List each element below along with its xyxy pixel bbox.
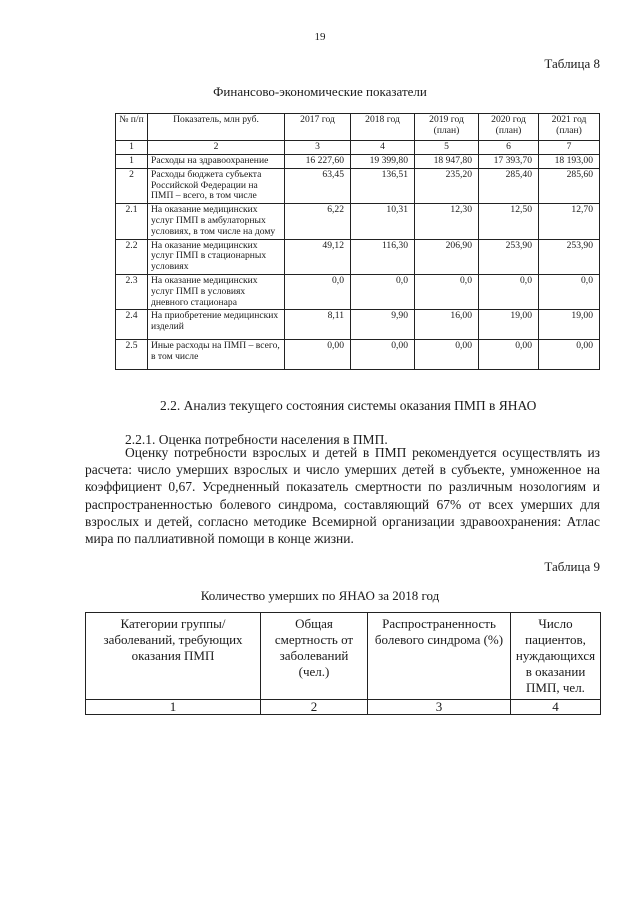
index-cell: 5 <box>415 141 479 155</box>
table-row <box>116 340 600 370</box>
value-cell: 235,20 <box>415 168 479 203</box>
value-cell: 285,60 <box>539 168 600 203</box>
value-cell: 0,00 <box>415 340 479 370</box>
table-row <box>116 204 600 239</box>
value-cell: 19,00 <box>539 310 600 340</box>
section-heading: 2.2. Анализ текущего состояния системы оказания ПМП в ЯНАО <box>160 398 537 413</box>
value-cell: 136,51 <box>351 168 415 203</box>
index-cell: 4 <box>511 700 601 715</box>
row-number: 2.3 <box>116 274 148 309</box>
body-paragraph: Оценку потребности взрослых и детей в ПМП рекомендуется осуществлять из расчета: число умерших взрослых и число умерших детей в субъекте, умноженное на коэффициент 0,67. Усредненный показатель смертности по различным нозологиям и распространенностью болевого синдрома, составляющий 67% от всех умерших для взрослых и детей, согласно методике Всемирной организации здравоохранения: Атлас мира по паллиативной помощи в конце жизни. <box>85 445 600 547</box>
value-cell: 0,0 <box>539 274 600 309</box>
value-cell: 63,45 <box>285 168 351 203</box>
header-cell: Показатель, млн руб. <box>148 114 285 141</box>
index-cell: 3 <box>285 141 351 155</box>
header-cell: 2020 год (план) <box>479 114 539 141</box>
header-cell: Число пациентов, нуждающихся в оказании ПМП, чел. <box>511 613 601 700</box>
index-cell: 6 <box>479 141 539 155</box>
index-cell: 1 <box>116 141 148 155</box>
value-cell: 285,40 <box>479 168 539 203</box>
subsection-heading: 2.2.1. Оценка потребности населения в ПМП. <box>125 432 388 447</box>
value-cell: 12,30 <box>415 204 479 239</box>
header-cell: Категории группы/заболеваний, требующих оказания ПМП <box>86 613 261 700</box>
value-cell: 0,0 <box>351 274 415 309</box>
row-number: 2.4 <box>116 310 148 340</box>
row-number: 2.1 <box>116 204 148 239</box>
row-number: 2 <box>116 168 148 203</box>
value-cell: 19,00 <box>479 310 539 340</box>
table-row <box>116 310 600 340</box>
value-cell: 16 227,60 <box>285 155 351 169</box>
table-8-title: Финансово-экономические показатели <box>213 84 427 99</box>
row-number: 2.2 <box>116 239 148 274</box>
row-number: 1 <box>116 155 148 169</box>
value-cell: 18 193,00 <box>539 155 600 169</box>
table-header-row <box>86 613 601 700</box>
header-cell: № п/п <box>116 114 148 141</box>
index-row <box>86 700 601 715</box>
value-cell: 6,22 <box>285 204 351 239</box>
header-cell: 2017 год <box>285 114 351 141</box>
indicator-name: Расходы на здравоохранение <box>148 155 285 169</box>
index-row <box>116 141 600 155</box>
row-number: 2.5 <box>116 340 148 370</box>
value-cell: 206,90 <box>415 239 479 274</box>
value-cell: 0,0 <box>415 274 479 309</box>
header-cell: 2018 год <box>351 114 415 141</box>
value-cell: 16,00 <box>415 310 479 340</box>
indicator-name: Иные расходы на ПМП – всего, в том числе <box>148 340 285 370</box>
value-cell: 19 399,80 <box>351 155 415 169</box>
table-row <box>116 155 600 169</box>
value-cell: 49,12 <box>285 239 351 274</box>
header-cell: Распространенность болевого синдрома (%) <box>368 613 511 700</box>
indicator-name: На оказание медицинских услуг ПМП в стационарных условиях <box>148 239 285 274</box>
index-cell: 3 <box>368 700 511 715</box>
table-9-title: Количество умерших по ЯНАО за 2018 год <box>200 588 440 603</box>
index-cell: 2 <box>148 141 285 155</box>
value-cell: 12,70 <box>539 204 600 239</box>
value-cell: 253,90 <box>479 239 539 274</box>
value-cell: 8,11 <box>285 310 351 340</box>
table-row <box>116 239 600 274</box>
value-cell: 12,50 <box>479 204 539 239</box>
value-cell: 0,0 <box>285 274 351 309</box>
indicator-name: Расходы бюджета субъекта Российской Федерации на ПМП – всего, в том числе <box>148 168 285 203</box>
value-cell: 0,00 <box>479 340 539 370</box>
index-cell: 1 <box>86 700 261 715</box>
header-cell: 2019 год (план) <box>415 114 479 141</box>
value-cell: 10,31 <box>351 204 415 239</box>
index-cell: 7 <box>539 141 600 155</box>
indicator-name: На оказание медицинских услуг ПМП в условиях дневного стационара <box>148 274 285 309</box>
table-9 <box>85 612 601 715</box>
table-8-label: Таблица 8 <box>544 56 600 71</box>
table-8 <box>115 113 600 370</box>
table-9-label: Таблица 9 <box>544 559 600 574</box>
table-row <box>116 168 600 203</box>
header-cell: 2021 год (план) <box>539 114 600 141</box>
value-cell: 9,90 <box>351 310 415 340</box>
value-cell: 253,90 <box>539 239 600 274</box>
table-row <box>116 274 600 309</box>
value-cell: 0,00 <box>351 340 415 370</box>
value-cell: 0,0 <box>479 274 539 309</box>
header-cell: Общая смертность от заболеваний (чел.) <box>261 613 368 700</box>
index-cell: 4 <box>351 141 415 155</box>
indicator-name: На оказание медицинских услуг ПМП в амбулаторных условиях, в том числе на дому <box>148 204 285 239</box>
value-cell: 0,00 <box>285 340 351 370</box>
index-cell: 2 <box>261 700 368 715</box>
indicator-name: На приобретение медицинских изделий <box>148 310 285 340</box>
value-cell: 17 393,70 <box>479 155 539 169</box>
value-cell: 0,00 <box>539 340 600 370</box>
table-header-row <box>116 114 600 141</box>
page-number: 19 <box>314 31 326 43</box>
value-cell: 116,30 <box>351 239 415 274</box>
value-cell: 18 947,80 <box>415 155 479 169</box>
